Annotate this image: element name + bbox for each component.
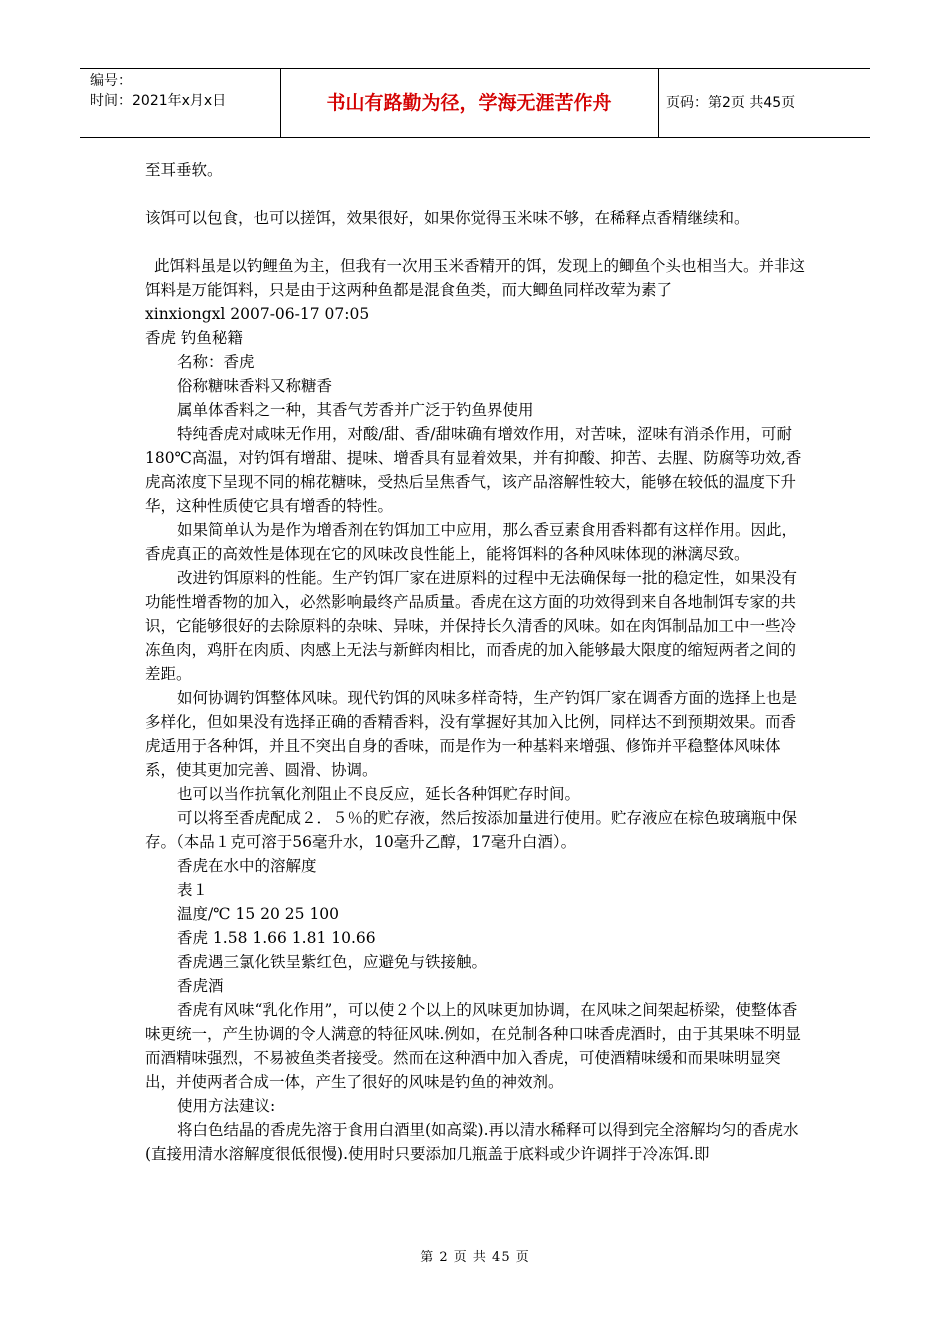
paragraph: 名称：香虎	[177, 353, 255, 371]
paragraph: 俗称糖味香料又称糖香	[177, 377, 333, 395]
paragraph: 至耳垂软。	[145, 161, 223, 179]
document-body	[145, 158, 810, 1166]
header-meta	[80, 69, 281, 137]
paragraph: 如何协调钓饵整体风味。现代钓饵的风味多样奇特，生产钓饵厂家在调香方面的选择上也是多样化，但如果没有选择正确的香精香料，没有掌握好其加入比例，同样达不到预期效果。而香虎适用于各种饵，并且不突出自身的香味，而是作为一种基料来增强、修饰并平稳整体风味体系，使其更加完善、圆滑、协调。	[145, 689, 798, 779]
paragraph: 该饵可以包食，也可以搓饵，效果很好，如果你觉得玉米味不够，在稀释点香精继续和。	[145, 209, 750, 227]
paragraph: 可以将至香虎配成２．５％的贮存液，然后按添加量进行使用。贮存液应在棕色玻璃瓶中保存。（本品１克可溶于56毫升水，10毫升乙醇，17毫升白酒）。	[145, 809, 798, 851]
paragraph: 改进钓饵原料的性能。生产钓饵厂家在进原料的过程中无法确保每一批的稳定性，如果没有功能性增香物的加入，必然影响最终产品质量。香虎在这方面的功效得到来自各地制饵专家的共识，它能够很好的去除原料的杂味、异味，并保持长久清香的风味。如在肉饵制品加工中一些冷冻鱼肉，鸡肝在肉质、肉感上无法与新鲜肉相比，而香虎的加入能够最大限度的缩短两者之间的差距。	[145, 569, 798, 683]
paragraph: 属单体香料之一种，其香气芳香并广泛于钓鱼界使用	[177, 401, 534, 419]
paragraph: 香虎遇三氯化铁呈紫红色，应避免与铁接触。	[177, 953, 488, 971]
header-page-label: 页码：第2页 共45页	[666, 95, 796, 111]
document-number-label: 编号：	[90, 73, 132, 89]
section-title: 香虎 钓鱼秘籍	[145, 329, 243, 347]
paragraph: 香虎酒	[177, 977, 224, 995]
paragraph: 将白色结晶的香虎先溶于食用白酒里(如高粱).再以清水稀释可以得到完全溶解均匀的香虎水(直接用清水溶解度很低很慢).使用时只要添加几瓶盖于底料或少许调拌于冷冻饵.即	[145, 1121, 799, 1163]
page-header	[80, 68, 870, 138]
author-timestamp: xinxiongxl 2007-06-17 07:05	[145, 305, 370, 323]
header-motto: 书山有路勤为径，学海无涯苦作舟	[280, 69, 659, 137]
paragraph: 香虎 1.58 1.66 1.81 10.66	[177, 929, 376, 947]
paragraph: 香虎在水中的溶解度	[177, 857, 317, 875]
document-time-label: 时间：2021年x月x日	[90, 93, 227, 109]
paragraph: 此饵料虽是以钓鲤鱼为主，但我有一次用玉米香精开的饵，发现上的鲫鱼个头也相当大。并非这饵料是万能饵料，只是由于这两种鱼都是混食鱼类，而大鲫鱼同样改荤为素了	[145, 257, 806, 299]
paragraph: 也可以当作抗氧化剂阻止不良反应，延长各种饵贮存时间。	[177, 785, 581, 803]
paragraph: 如果简单认为是作为增香剂在钓饵加工中应用，那么香豆素食用香料都有这样作用。因此，香虎真正的高效性是体现在它的风味改良性能上，能将饵料的各种风味体现的淋漓尽致。	[145, 521, 798, 563]
page-footer: 第 2 页 共 45 页	[420, 1250, 530, 1265]
paragraph: 温度/℃ 15 20 25 100	[177, 905, 340, 923]
paragraph: 香虎有风味“乳化作用”，可以使２个以上的风味更加协调，在风味之间架起桥梁，使整体香味更统一，产生协调的令人满意的特征风味.例如，在兑制各种口味香虎酒时，由于其果味不明显而酒精味强烈，不易被鱼类者接受。然而在这种酒中加入香虎，可使酒精味缓和而果味明显突出，并使两者合成一体，产生了很好的风味是钓鱼的神效剂。	[145, 1001, 801, 1091]
paragraph: 特纯香虎对咸味无作用，对酸/甜、香/甜味确有增效作用，对苦味，涩味有消杀作用，可耐180℃高温，对钓饵有增甜、提味、增香具有显着效果，并有抑酸、抑苦、去腥、防腐等功效,香虎高浓度下呈现不同的棉花糖味，受热后呈焦香气，该产品溶解性较大，能够在较低的温度下升华，这种性质使它具有增香的特性。	[145, 425, 802, 515]
paragraph: 表１	[177, 881, 209, 899]
paragraph: 使用方法建议:	[177, 1097, 276, 1115]
